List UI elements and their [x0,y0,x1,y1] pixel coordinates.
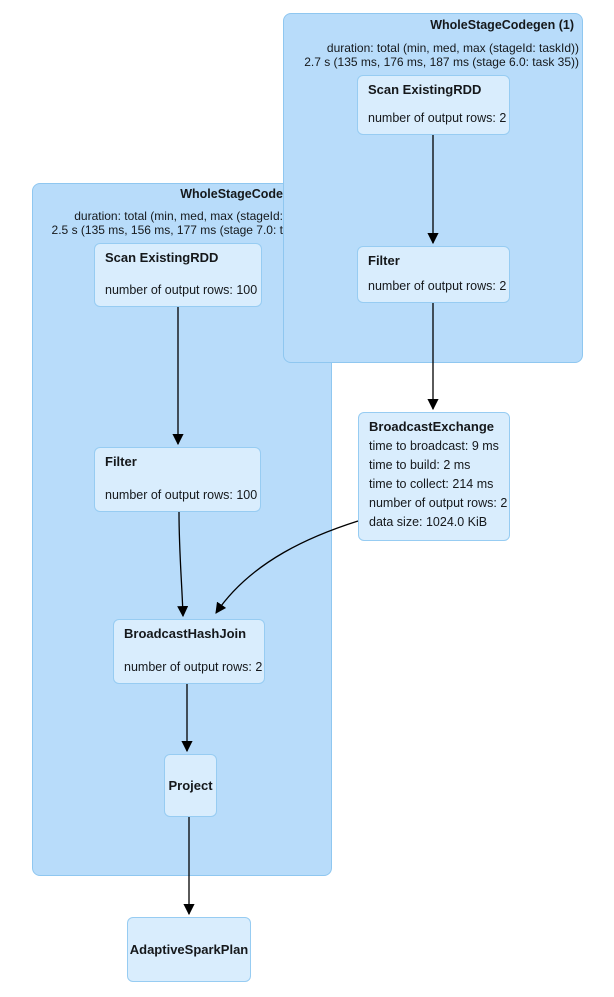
cluster-title: WholeStageCode [180,187,283,201]
node-title: AdaptiveSparkPlan [129,941,249,957]
node-metrics [124,660,263,675]
node-title: Filter [368,253,400,268]
node-title: BroadcastExchange [369,419,494,434]
plan-node-broadcast-exchange [358,412,510,541]
metric-output-rows: number of output rows: 100 [105,488,258,502]
metric-output-rows: number of output rows: 2 [369,496,508,510]
metric-output-rows: number of output rows: 2 [368,111,507,125]
node-title: Project [168,777,213,793]
metric-time-to-collect: time to collect: 214 ms [369,477,494,491]
node-title: Filter [105,454,137,469]
metric-time-to-broadcast: time to broadcast: 9 ms [369,439,499,453]
node-metrics [105,283,258,298]
metric-output-rows: number of output rows: 2 [368,279,507,293]
node-title: Scan ExistingRDD [105,250,219,265]
plan-node-broadcast-hash-join [113,619,265,684]
node-metrics [369,437,508,532]
duration-line-2: 2.7 s (135 ms, 176 ms, 187 ms (stage 6.0: task 35)) [304,55,579,69]
node-metrics [368,279,507,294]
node-metrics [105,488,258,503]
node-metrics [368,111,507,126]
node-title: BroadcastHashJoin [124,626,247,641]
metric-data-size: data size: 1024.0 KiB [369,515,488,529]
plan-node-project [164,754,217,817]
node-title: Scan ExistingRDD [368,82,482,97]
plan-node-filter-1 [357,246,510,303]
cluster-duration [33,209,283,237]
duration-line-1: duration: total (min, med, max (stageId: [74,209,283,223]
metric-output-rows: number of output rows: 2 [124,660,263,674]
duration-line-2: 2.5 s (135 ms, 156 ms, 177 ms (stage 7.0: t [51,223,283,237]
duration-line-1: duration: total (min, med, max (stageId: taskId)) [326,41,579,55]
metric-time-to-build: time to build: 2 ms [369,458,471,472]
plan-node-adaptive-spark-plan [127,917,251,982]
cluster-wholestagecodegen-1 [283,13,583,363]
cluster-duration [284,41,579,69]
plan-node-filter-2 [94,447,261,512]
plan-node-scan-existingrdd-1 [357,75,510,135]
cluster-title: WholeStageCodegen (1) [430,18,574,32]
metric-output-rows: number of output rows: 100 [105,283,258,297]
plan-node-scan-existingrdd-2 [94,243,262,307]
